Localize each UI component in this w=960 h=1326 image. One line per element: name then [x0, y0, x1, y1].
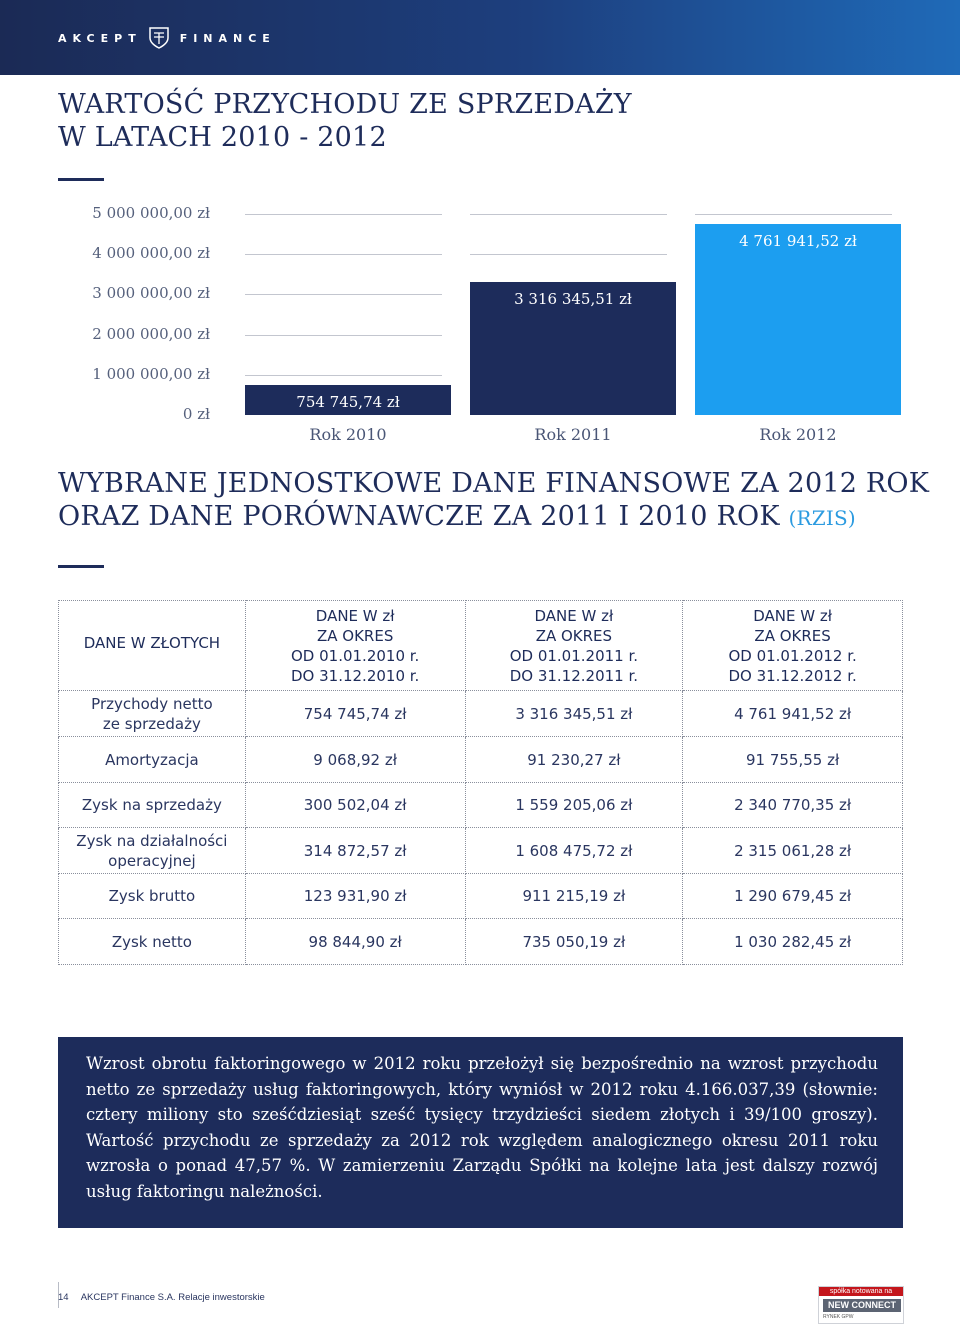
page-number: 14: [58, 1292, 69, 1303]
table-corner-label: DANE W ZŁOTYCH: [83, 634, 221, 652]
row-label: [59, 783, 246, 828]
row-label: [59, 737, 246, 783]
table-cell: 1 030 282,45 zł: [683, 919, 903, 965]
header-line: OD 01.01.2012 r.: [728, 646, 857, 665]
table-cell: 3 316 345,51 zł: [465, 691, 683, 737]
section2-title-accent: (RZIS): [788, 506, 856, 530]
gridline: [245, 254, 442, 255]
table-row: [59, 919, 903, 965]
gridline: [245, 335, 442, 336]
y-tick-label: 4 000 000,00 zł: [92, 244, 210, 263]
header-line: DO 31.12.2011 r.: [509, 666, 639, 685]
header-line: ZA OKRES: [535, 626, 613, 645]
table-header-2011: [465, 601, 683, 691]
x-tick-label: Rok 2012: [759, 425, 837, 444]
y-tick-label: 0 zł: [182, 405, 210, 423]
table-cell: 911 215,19 zł: [465, 874, 683, 919]
table-cell: 1 608 475,72 zł: [465, 828, 683, 874]
section1-title-line1: WARTOŚĆ PRZYCHODU ZE SPRZEDAŻY: [58, 89, 632, 120]
page-header: [0, 0, 960, 75]
section2-title-line2: [58, 500, 929, 535]
table-cell: 300 502,04 zł: [245, 783, 465, 828]
row-label-line: Zysk netto: [111, 932, 192, 951]
row-label: [59, 828, 246, 874]
bar-value-label: 754 745,74 zł: [296, 392, 400, 411]
table-cell: 2 315 061,28 zł: [683, 828, 903, 874]
bar-value-label: 4 761 941,52 zł: [739, 231, 857, 250]
x-tick-label: Rok 2010: [309, 425, 387, 444]
table-row: [59, 828, 903, 874]
brand-word-left: AKCEPT: [58, 31, 142, 45]
header-line: OD 01.01.2011 r.: [509, 646, 639, 665]
gridline: [245, 375, 442, 376]
table-cell: 314 872,57 zł: [245, 828, 465, 874]
gridline: [695, 214, 892, 215]
table-header-row: [59, 601, 903, 691]
header-line: DO 31.12.2012 r.: [728, 666, 857, 685]
section2-title-rule: [58, 565, 104, 568]
header-line: DANE W zł: [534, 606, 614, 625]
info-text: Wzrost obrotu faktoringowego w 2012 roku przełożył się bezpośrednio na wzrost przychodu netto ze sprzedaży usług faktoringowych, który wyniósł w 2012 roku 4.166.037,39 (słownie: cztery miliony sto sześćdziesiąt sześć tysięcy trzydzieści siedem złotych i 39/100 groszy). Wartość przychodu ze sprzedaży za 2012 rok względem analogicznego okresu 2011 roku wzrosła o ponad 47,57 %. W zamierzeniu Zarządu Spółki na kolejne lata jest dalszy rozwój usług faktoringu należności.: [86, 1054, 878, 1201]
brand-word-right: FINANCE: [179, 31, 276, 45]
table-row: [59, 874, 903, 919]
row-label: [59, 874, 246, 919]
table-header-2012: [683, 601, 903, 691]
gridline: [470, 214, 667, 215]
section2-title-line2-main: ORAZ DANE PORÓWNAWCZE ZA 2011 I 2010 ROK: [58, 501, 780, 532]
revenue-bar-chart: [0, 190, 960, 450]
info-box: [58, 1037, 903, 1228]
table-row: [59, 783, 903, 828]
newconnect-logo: [818, 1286, 904, 1324]
row-label-line: Zysk na działalności: [76, 831, 228, 850]
header-line: DANE W zł: [315, 606, 395, 625]
gridline: [245, 294, 442, 295]
row-label: [59, 919, 246, 965]
table-cell: 123 931,90 zł: [245, 874, 465, 919]
row-label: [59, 691, 246, 737]
y-tick-label: 3 000 000,00 zł: [92, 284, 210, 303]
gridline: [245, 214, 442, 215]
table-row: [59, 737, 903, 783]
y-tick-label: 2 000 000,00 zł: [92, 324, 210, 343]
header-line: ZA OKRES: [316, 626, 394, 645]
table-cell: 754 745,74 zł: [245, 691, 465, 737]
table-cell: 98 844,90 zł: [245, 919, 465, 965]
table-cell: 735 050,19 zł: [465, 919, 683, 965]
table-cell: 4 761 941,52 zł: [683, 691, 903, 737]
header-line: DANE W zł: [753, 606, 832, 625]
table-corner-cell: [59, 601, 246, 691]
bar-rok-2012: [695, 224, 901, 415]
row-label-line: operacyjnej: [108, 851, 196, 870]
footer-caption: AKCEPT Finance S.A. Relacje inwestorskie: [80, 1292, 265, 1303]
y-tick-label: 1 000 000,00 zł: [92, 364, 210, 383]
section1-title: [58, 88, 632, 154]
table-row: [59, 691, 903, 737]
row-label-line: Zysk na sprzedaży: [81, 796, 222, 814]
table-cell: 91 230,27 zł: [465, 737, 683, 783]
financial-data-table: [58, 600, 903, 965]
section2-title-line1: WYBRANE JEDNOSTKOWE DANE FINANSOWE ZA 2012 ROK: [58, 468, 930, 499]
footer: [58, 1292, 265, 1303]
row-label-line: ze sprzedaży: [102, 714, 201, 733]
header-line: ZA OKRES: [754, 626, 831, 645]
table-cell: 1 290 679,45 zł: [683, 874, 903, 919]
newconnect-logo-main: NEW CONNECT: [823, 1299, 901, 1312]
header-line: OD 01.01.2010 r.: [290, 646, 420, 665]
table-cell: 2 340 770,35 zł: [683, 783, 903, 828]
brand-logo: [58, 26, 276, 50]
bar-value-label: 3 316 345,51 zł: [514, 289, 632, 308]
table-header-2010: [245, 601, 465, 691]
row-label-line: Przychody netto: [91, 694, 213, 713]
newconnect-logo-top: spółka notowana na: [819, 1287, 903, 1296]
section1-title-rule: [58, 178, 104, 181]
section1-title-line2: W LATACH 2010 - 2012: [58, 122, 387, 153]
section2-title: [58, 467, 929, 535]
gridline: [470, 254, 667, 255]
y-tick-label: 5 000 000,00 zł: [92, 204, 210, 222]
x-tick-label: Rok 2011: [534, 425, 612, 444]
table-cell: 91 755,55 zł: [683, 737, 903, 783]
row-label-line: Zysk brutto: [108, 887, 196, 905]
table-cell: 1 559 205,06 zł: [465, 783, 683, 828]
newconnect-logo-bottom: RYNEK GPW: [823, 1314, 854, 1320]
row-label-line: Amortyzacja: [105, 750, 199, 769]
shield-logo-icon: [148, 26, 170, 50]
header-line: DO 31.12.2010 r.: [290, 666, 420, 685]
table-cell: 9 068,92 zł: [245, 737, 465, 783]
